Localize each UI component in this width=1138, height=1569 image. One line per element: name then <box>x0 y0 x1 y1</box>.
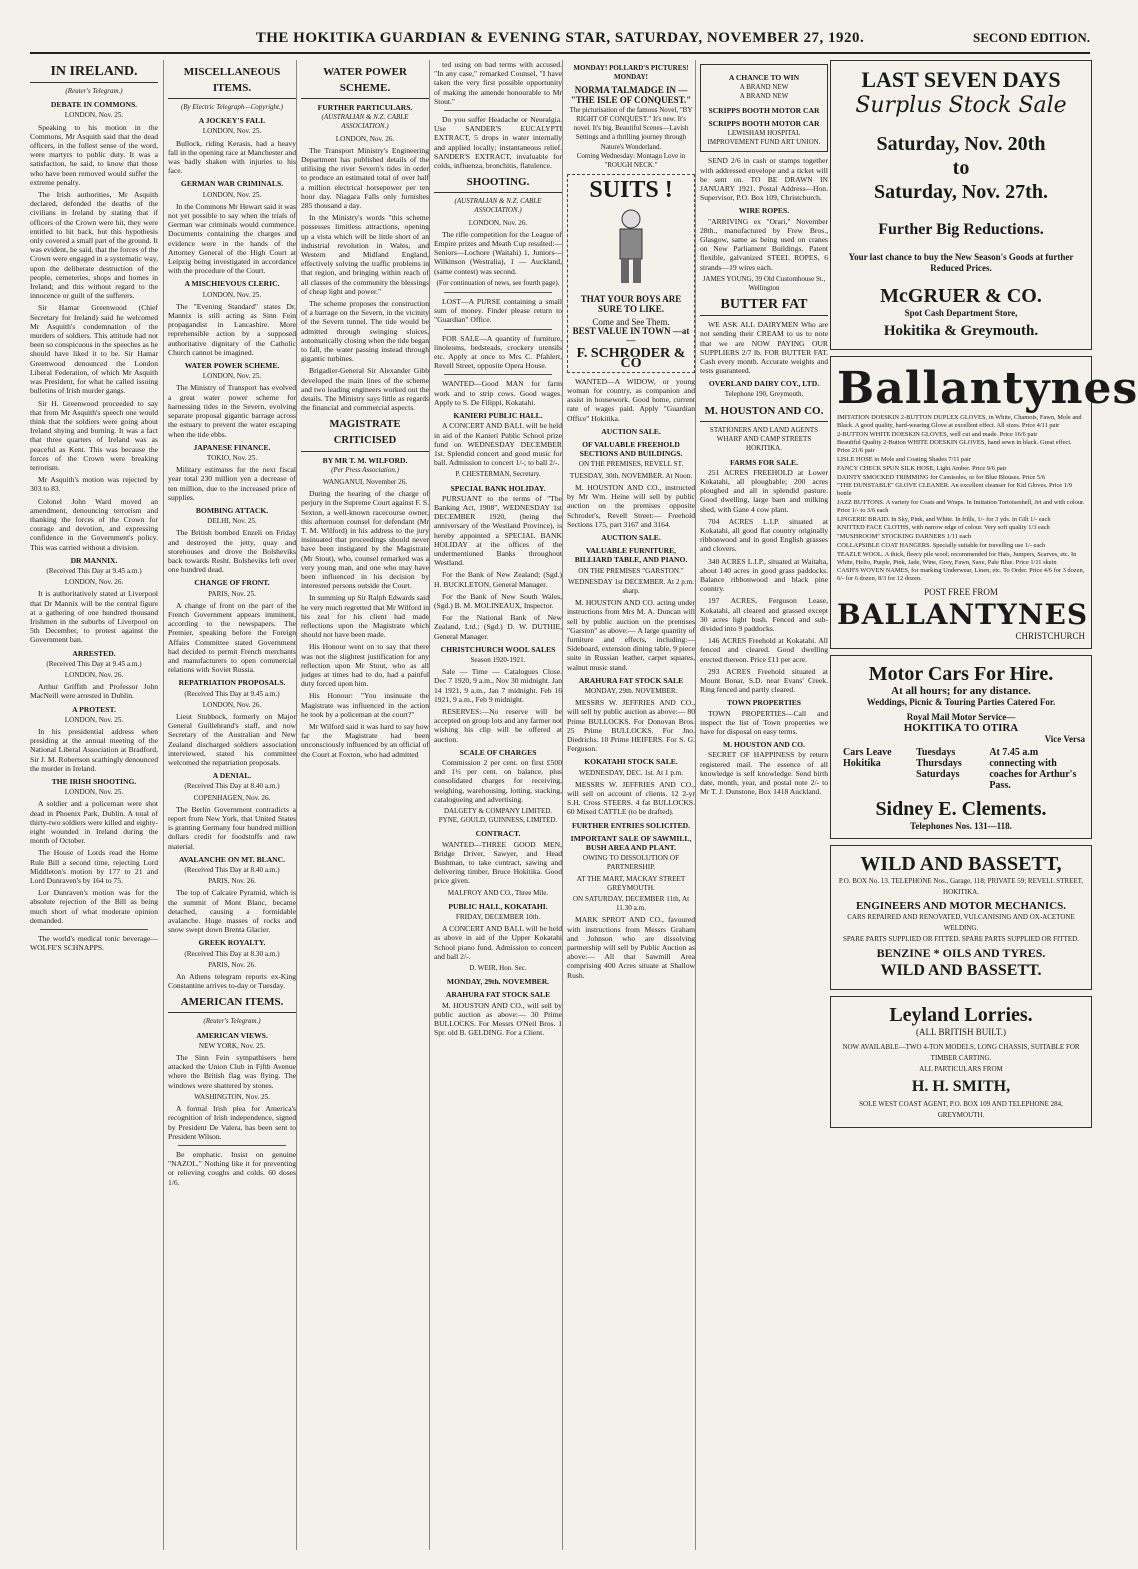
leyland-available: NOW AVAILABLE—TWO 4-TON MODELS, LONG CHASSIS, SUITABLE FOR TIMBER CARTING. <box>842 1042 1080 1062</box>
heading-houston: M. HOUSTON AND CO. <box>700 403 828 422</box>
received-line: (Received This Day at 8.40 a.m.) <box>184 782 280 791</box>
ballantynes-list-item: CASH'S WOVEN NAMES, for marking Underwear, Linen, etc. To Order. Price 4/6 for 3 dozen, 6/- for 6 dozen, 8/3 for 12 dozen. <box>837 567 1085 583</box>
divider <box>444 374 552 375</box>
paragraph: Commission 2 per cent. on first £500 and 1½ per cent. on balance, plus consolidated charges for receiving, weighing, warehousing, lotting, stacking, catalogueing and advertising. <box>434 758 562 804</box>
subheading: VALUABLE FURNITURE, BILLIARD TABLE, AND PIANO. <box>574 546 688 565</box>
subheading: OF VALUABLE FREEHOLD SECTIONS AND BUILDINGS. <box>579 440 683 459</box>
paragraph: M. HOUSTON AND CO., instructed by Mr Wm. Heine will sell by public auction on the premises opposite Schroder's, Revell Street:— Freehold Sections 175, part 3167 and 3164. <box>567 482 695 529</box>
ballantynes-list-item: FANCY CHECK SPUN SILK HOSE, Light Amber. Price 9/6 pair <box>837 464 1007 472</box>
farm-listing: 293 ACRES Freehold situated at Mount Bonar, S.D. near Evans' Creek. Ring fenced and partly cleared. <box>700 666 828 695</box>
heading-in-ireland: IN IRELAND. <box>30 64 158 83</box>
paragraph: In his presidential address when presiding at the annual meeting of the National Liberal Association at Bradford, Sir J. M. Robertson scathingly denounced the murder in Ireland. <box>30 727 158 773</box>
dateline: FRIDAY, DECEMBER 10th. <box>455 913 541 922</box>
ballantynes-logo: Ballantynes <box>837 363 1138 414</box>
subheading: A DENIAL. <box>212 771 252 781</box>
paragraph: His Honour: "You insinuate the Magistrate was influenced in the action he took by a policeman at the court?" <box>301 691 429 719</box>
dateline: LONDON, Nov. 25. <box>202 372 262 381</box>
credit: (AUSTRALIAN & N.Z. CABLE ASSOCIATION.) <box>321 113 409 131</box>
pictures-title: NORMA TALMADGE IN — "THE ISLE OF CONQUEST." <box>570 85 692 105</box>
ballantynes-list-item: COLLAPSIBLE COAT HANGERS. Specially suitable for travelling use 1/- each <box>837 541 1046 549</box>
pictures-coming: Coming Wednesday: Montagu Love in "ROUGH NECK." <box>576 151 686 170</box>
advert-wanted: WANTED—Good MAN for farm work and to strip cows. Good wages. Apply to S. De Filippi, Kokatahi. <box>434 379 562 407</box>
hokitika-greymouth: Hokitika & Greymouth. <box>883 323 1039 339</box>
car-line: A BRAND NEW <box>739 92 789 101</box>
suits-tagline: THAT YOUR BOYS ARE SURE TO LIKE. <box>580 294 682 314</box>
column-miscellaneous <box>163 60 296 1550</box>
timetable-time: At 7.45 a.m connecting with coaches for Arthur's Pass. <box>989 746 1077 791</box>
heading-american-items: AMERICAN ITEMS. <box>168 994 296 1013</box>
heading-miscellaneous: MISCELLANEOUS ITEMS. <box>168 64 296 99</box>
column-auctions <box>562 60 695 1550</box>
paragraph: "ARRIVING ex "Orari," November 28th., manufactured by Frew Bros., Glasgow, same as being used on cranes on New Parliament Buildings. Patent flexible, galvanized STEEL ROPES, 6 strands—19 wires each. <box>700 216 828 272</box>
ballantynes-list-item: KNITTED FACE CLOTHS, with narrow edge of colour. Very soft quality 1/3 each <box>837 524 1050 532</box>
subheading: PUBLIC HALL, KOKATAHI. <box>448 901 548 911</box>
paragraph: PURSUANT to the terms of "The Banking Act, 1908", WEDNESDAY 1st DECEMBER 1920, (being the anniversary of the Westland Province), is hereby appointed a SPECIAL BANK HOLIDAY at the offices of the undermentioned Banks throughout Westland. <box>434 493 562 568</box>
subheading: TOWN PROPERTIES <box>726 698 802 708</box>
paragraph: The top of Calcaire Pyramid, which is the summit of Mont Blanc, became detached, causing a formidable avalanche. Huge masses of rocks and snow swept down Brenta Glacier. <box>168 888 296 935</box>
subheading: REPATRIATION PROPOSALS. <box>178 678 286 688</box>
farm-listing: 197 ACRES, Ferguson Lease, Kokatahi, all cleared and grassed except 30 acres light bush. Fenced and sub-divided into 9 paddocks. <box>700 596 828 633</box>
wild-bassett-advert <box>830 845 1092 990</box>
farm-listing: 340 ACRES L.I.P., situated at Waitaha, about 140 acres in good grass paddocks. Balance ribbonwood and black pine country. <box>700 556 828 594</box>
ballantynes-list-item: "MUSHROOM" STOCKING DARNERS 1/11 each <box>837 533 972 541</box>
dateline: DELHI, Nov. 25. <box>207 517 257 526</box>
ballantynes-list-item: Beautiful Quality 2-Button WHITE DOESKIN GLOVES, hand sewn in black. Great effect. Price 21/6 pair <box>837 439 1072 455</box>
smith-contact: SOLE WEST COAST AGENT, P.O. BOX 109 AND TELEPHONE 284, GREYMOUTH. <box>859 1099 1063 1119</box>
dateline: LONDON, Nov. 26. <box>64 670 124 679</box>
masthead-title: THE HOKITIKA GUARDIAN & EVENING STAR, SATURDAY, NOVEMBER 27, 1920. <box>255 30 865 46</box>
subheading: BOMBING ATTACK. <box>195 505 269 515</box>
ballantynes-list-item: DAINTY SMOCKED TRIMMING for Camisoles, or for Blue Blouses. Price 5/6 <box>837 473 1046 481</box>
subheading: SCALE OF CHARGES <box>459 747 537 757</box>
subheading: DR MANNIX. <box>70 555 118 565</box>
schroder-suits-advert <box>567 174 695 373</box>
cars-repaired: CARS REPAIRED AND RENOVATED, VULCANISING AND OX-ACETONE WELDING. <box>847 912 1075 932</box>
ballantynes-list-item: JAZZ BUTTONS. A variety for Coats and Wraps. In Imitation Tortoiseshell, Jet and with colour. Price 1/- to 3/6 each <box>837 498 1085 514</box>
paragraph: RESERVES:—No reserve will be accepted on group lots and any farmer not wishing his clip will be offered at auction. <box>434 706 562 744</box>
ballantynes-list-item: 2-BUTTON WHITE DOESKIN GLOVES, well cut and made. Price 16/6 pair <box>837 430 1038 438</box>
credit: (AUSTRALIAN & N.Z. CABLE ASSOCIATION.) <box>454 197 542 215</box>
timetable-days: Tuesdays Thursdays Saturdays <box>916 746 962 780</box>
heading-water-power: WATER POWER SCHEME. <box>301 64 429 99</box>
suits-title: SUITS ! <box>589 177 673 204</box>
paragraph: The scheme proposes the construction of a barrage on the Severn, in the vicinity of the Severn tunnel. The tide would be admitted through swinging sluices, automatically closing when the tide began to fall, the water passing instead through gigantic turbines. <box>301 299 429 364</box>
address-line: WHARF AND CAMP STREETS HOKITIKA. <box>716 435 812 453</box>
dateline: COPENHAGEN, Nov. 26. <box>193 793 271 802</box>
signature: JAMES YOUNG, 39 Old Customhouse St., Wellington <box>702 274 826 293</box>
dateline: LONDON, Nov. 26. <box>468 218 528 227</box>
dateline: LONDON, Nov. 26. <box>64 578 124 587</box>
paragraph: In the Ministry's words "this scheme possesses limitless attractions, opening up a vista which will be little short of an industrial revolution in Wales, and Western and Midland England, effectively solving the traffic problems in that region, and bringing within reach of all classes of the community the blessings of cheap light and power." <box>301 213 429 296</box>
dateline: NEW YORK, Nov. 25. <box>198 1041 266 1050</box>
spot-cash: Spot Cash Department Store, <box>904 308 1018 318</box>
car-line: A BRAND NEW <box>739 83 789 92</box>
paragraph: The House of Lords read the Home Rule Bill a second time, rejecting Lord Middleton's motion by 177 to 21 and Lord Dunraven's by 164 to 75. <box>30 848 158 886</box>
subheading: ARAHURA FAT STOCK SALE <box>445 990 551 1000</box>
fund-line: LEWISHAM HOSPITAL IMPROVEMENT FUND ART UNION. <box>707 129 821 147</box>
paragraph: A soldier and a policeman were shot dead in Phoenix Park, Dublin. A total of thirty-two soldiers were killed and eighty-eight wounded in Ireland during the month of October. <box>30 799 159 846</box>
motor-cars-hire: Motor Cars For Hire. <box>868 662 1054 685</box>
paragraph: Sale — Time — Catalogues Close. Dec 7 1920, 9 a.m., Nov 30 midnight. Jan 14 1921, 9 a.m., Jan 7 midnight. Feb 16 1921, 9 a.m., Feb 9 midnight. <box>434 667 562 704</box>
paragraph: MESSRS W. JEFFRIES AND CO., will sell by public auction as above:— 80 Prime BULLOCKS. For Donovan Bros. 25 Prime BULLOCKS. For Jno. Diedrichs. 10 Prime HEIFERS. For S. G. Ferguson. <box>567 698 695 754</box>
ballantynes-advert <box>830 356 1138 649</box>
post-free: POST FREE FROM <box>924 586 998 597</box>
car-line: SCRIPPS BOOTH MOTOR CAR <box>708 118 820 128</box>
christchurch: CHRISTCHURCH <box>1015 630 1085 641</box>
paragraph: Military estimates for the next fiscal year total 230 million yen a decrease of ten million, due to the increased price of supplies. <box>168 465 296 502</box>
paragraph: During the hearing of the charge of perjury in the Supreme Court against F. S. Sexton, a well-known racecourse owner, this afternoon counsel for defendant (Mr T. M. Wilford) in his address to the jury insinuated that proceedings should never have been instigated by the Magistrate (Mr Stout), who, counsel remarked was a very young man, and one who may have been influenced in his decision by interested persons outside the Court. <box>301 489 429 591</box>
paragraph: TOWN PROPERTIES—Call and inspect the list of Town properties we have for disposal on easy terms. <box>700 708 828 736</box>
paragraph: The Berlin Government contradicts a report from New York, that United States is granting Germany four hundred million dollars credit for foodstuffs and raw material. <box>168 804 296 851</box>
subheading: OVERLAND DAIRY COY., LTD. <box>708 379 820 389</box>
paragraph: Lor Dunraven's motion was for the absolute rejection of the Bill as being much short of what moderate opinion demanded. <box>30 888 158 925</box>
paragraph: The Sinn Fein sympathisers here attacked the Union Club in Fifth Avenue where the British flag was flying. The windows were shattered by stones. <box>168 1053 296 1090</box>
signature: P. CHESTERMAN, Secretary. <box>455 470 541 479</box>
advert-for-sale: FOR SALE—A quantity of furniture, linoleums, bedsteads, crockery utensils etc. Apply at once to Mrs C. Pfahlert, Revell Street, opposite Opera House. <box>434 333 562 371</box>
dateline: LONDON, Nov. 25. <box>64 715 124 724</box>
paragraph: SECRET OF HAPPINESS by return registered mail. The essence of all knowledge is self knowledge. Send birth date, month, year, and postal note 2/- to Mr T. J. Dunstone, Box 1418 Auckland. <box>700 750 828 797</box>
ballantynes-list-item: LINGERIE BRAID. In Sky, Pink, and White. In frills, 1/- for 3 yds. in Gilt 1/- each <box>837 515 1051 523</box>
paragraph: Bullock, riding Kerasis, had a heavy fall in the opening race at Manchester and was badly shaken with injuries to his face. <box>168 138 296 176</box>
subheading: GREEK ROYALTY. <box>198 938 266 948</box>
heading-shooting: SHOOTING. <box>434 174 562 193</box>
received-line: (Received This Day at 8.40 a.m.) <box>184 866 280 875</box>
paragraph: Colonel John Ward moved an amendment, denouncing terrorism and thanking the forces of the Crown for courage and devotion, and expressing confidence in the Government's policy. This was carried without a division. <box>30 496 158 552</box>
venue-line: AT THE MART, MACKAY STREET GREYMOUTH. <box>576 874 686 892</box>
farm-listing: 146 ACRES Freehold at Kokatahi. All fenced and cleared. Good dwelling erected thereon. Price £11 per acre. <box>700 636 828 664</box>
dateline: TOKIO, Nov. 25. <box>206 453 258 462</box>
dateline: LONDON, Nov. 25. <box>202 127 262 136</box>
paragraph: An Athens telegram reports ex-King Constantine arrives to-day or Tuesday. <box>168 972 296 991</box>
last-chance: Your last chance to buy the New Season's Goods at further Reduced Prices. <box>848 252 1074 273</box>
heading-magistrate-criticised: MAGISTRATE CRITICISED <box>301 417 429 452</box>
subheading: JAPANESE FINANCE. <box>193 442 271 452</box>
signatures: DALGETY & COMPANY LIMITED. PYNE, GOULD, GUINNESS, LIMITED. <box>438 807 558 825</box>
dateline: MONDAY, 29th. NOVEMBER. <box>584 686 678 695</box>
subheading: WATER POWER SCHEME. <box>184 361 280 371</box>
paragraph: Speaking to his motion in the Commons, Mr Asquith said that the dead officers, in the fullest sense of the word, were martyrs to public duty. It was a satisfaction, he said, to know that those who have been removed would suffer the extreme penalty. <box>30 122 158 187</box>
paragraph: MARK SPROT AND CO., favoured with instructions from Messrs Graham and Johnson who are dissolving partnership will sell by Public Auction as above:— All that Sawmill Area comprising 400 Acres situate at Shallow Rush. <box>567 915 695 980</box>
ballantynes-list-item: TEAZLE WOOL. A thick, fleecy pile wool; recommended for Hats, Jumpers, Scarves, etc. In White, Helio, Purple, Pink, Jade, Wine, Grey, Fawn, Saxe, Pale Blue. Price 1/11 skein <box>837 550 1077 566</box>
timetable-cars: Cars Leave Hokitika <box>843 746 892 769</box>
subheading: GERMAN WAR CRIMINALS. <box>180 179 284 189</box>
car-line: SCRIPPS BOOTH MOTOR CAR <box>708 105 820 115</box>
edition-label: SECOND EDITION. <box>972 30 1090 45</box>
heading-butter-fat: BUTTER FAT <box>700 297 828 316</box>
dateline: LONDON, Nov. 25. <box>202 290 262 299</box>
clements-name: Sidney E. Clements. <box>875 797 1047 820</box>
dateline: ON SATURDAY, DECEMBER 11th, At 11.30 a.m. <box>572 895 690 913</box>
dateline: LONDON, Nov. 26. <box>202 700 262 709</box>
royal-mail: Royal Mail Motor Service— <box>906 711 1016 722</box>
credit: (Reuter's Telegram.) <box>65 87 123 95</box>
mcgruer-name: McGRUER & CO. <box>880 285 1042 307</box>
subheading: AUCTION SALE. <box>601 532 661 542</box>
leyland-advert <box>830 996 1092 1128</box>
motor-any-distance: At all hours; for any distance. <box>891 684 1031 697</box>
dateline: WANGANUI, November 26. <box>322 477 408 486</box>
column-notices <box>429 60 562 1550</box>
pictures-banner: MONDAY! POLLARD'S PICTURES! MONDAY! <box>573 64 689 82</box>
farm-listing: 251 ACRES FREEHOLD at Lower Kokatahi, all ploughable; 200 acres ploughed and all in splendid pasture. Good dwelling, large barn and milking shed, with Gane 4 cow plant. <box>700 467 828 514</box>
sale-to: to <box>952 157 970 179</box>
bank-signature: For the Bank of New South Wales, (Sgd.) B. M. MOLINEAUX, Inspector. <box>434 591 562 610</box>
paragraph: Mr Asquith's motion was rejected by 303 to 83. <box>30 475 158 494</box>
venue-line: ON THE PREMISES, REVELL ST. <box>578 460 684 469</box>
wild-bassett-name-2: WILD AND BASSETT. <box>880 961 1042 979</box>
advert-line: Be emphatic. Insist on genuine "NAZOL." Nothing like it for preventing or relieving coughs and colds. 60 doses 1/6. <box>168 1149 296 1187</box>
subheading: FARMS FOR SALE. <box>730 457 798 467</box>
paragraph: The Transport Ministry's Engineering Department has published details of the utilising the river Severn's tides in order to produce an estimated total of over half a million electrical horsepower per ten hour day. Niagara Falls only furnishes 285 thousand a day. <box>301 145 429 211</box>
subheading: THE IRISH SHOOTING. <box>51 777 137 787</box>
divider <box>40 929 148 930</box>
dateline: WASHINGTON, Nov. 25. <box>194 1092 270 1101</box>
right-advert-panel <box>830 60 1138 1550</box>
paragraph: Brigadier-General Sir Alexander Gibb developed the main lines of the scheme and two leading engineers worked out the details. The Ministry says little as regards the financial and commercial aspects. <box>301 366 429 413</box>
paragraph: Mr Wilford said it was hard to say how far the Magistrate had been unconsciously influenced by an official of the Court at Foxton, who had admitted <box>301 721 429 759</box>
continuation-note: (For continuation of news, see fourth page). <box>436 278 560 287</box>
paragraph: A change of front on the part of the French Government appears imminent, according to the newspapers. The Premier, speaking before the Foreign Affairs Committee stated Government had decided to permit French merchants and manufacturers to open commercial relations with Soviet Russia. <box>168 600 296 675</box>
subheading: WIRE ROPES. <box>738 206 790 216</box>
timetable <box>837 745 1085 793</box>
clements-phone: Telephones Nos. 131—118. <box>910 820 1012 831</box>
paragraph: The British bombed Enzeli on Friday and destroyed the jetty, quay and storehouses and drove the Bolsheviks back towards Resht. Bolsheviks left over one hundred dead. <box>168 528 296 575</box>
motor-weddings: Weddings, Picnic & Touring Parties Catered For. <box>866 696 1056 707</box>
advert-sanders: Do you suffer Headache or Neuralgia. Use SANDER'S EUCALYPTI EXTRACT, 5 drops in water internally and applied locally; instantaneous relief. SANDER'S EXTRACT, invaluable for colds, influenza, bronchitis, flatulence. <box>434 115 562 171</box>
boy-illustration-icon <box>606 207 656 287</box>
dateline: WEDNESDAY, DEC. 1st. At 1 p.m. <box>578 768 684 777</box>
divider <box>178 1145 286 1146</box>
subheading: CONTRACT. <box>475 829 521 839</box>
vice-versa: Vice Versa <box>1044 733 1085 744</box>
art-union-advert <box>700 64 828 152</box>
paragraph: M. HOUSTON AND CO. acting under instructions from Mrs M. A. Duncan will sell by public auction on the premises "Garston" as above:— A large quantity of furniture and effects, including:—Sideboard, extension dining table, 9 piece suite in Russian leather, carpet squares, walnut music stand. <box>567 598 695 672</box>
dateline: PARIS, Nov. 25. <box>208 589 256 598</box>
divider <box>444 329 552 330</box>
season-line: Season 1920-1921. <box>470 655 526 664</box>
subheading: DEBATE IN COMMONS. <box>50 100 138 110</box>
column-ireland <box>30 60 158 1550</box>
received-line: (Received This Day at 8.30 a.m.) <box>184 949 280 958</box>
ballantynes-list-item: IMITATION DOESKIN 2-BUTTON DUPLEX GLOVES, in White, Chamois, Fawn, Mole and Black. A good quality, hard-wearing Glove at excellent effect. All sizes. Price 4/11 pair <box>837 414 1082 429</box>
further-reductions: Further Big Reductions. <box>878 221 1044 238</box>
subheading: A PROTEST. <box>72 704 116 714</box>
mcgruer-advert <box>830 60 1092 350</box>
suits-come: Come and See Them. <box>592 316 670 327</box>
telephone-line: Telephone 190, Greymouth. <box>724 389 804 398</box>
paragraph: M. HOUSTON AND CO., will sell by public auction as above:— 30 Prime BULLOCKS. For Messrs O'Neil Bros. 1 Spr. old B. GELDING. For a Client. <box>434 1000 562 1038</box>
paragraph: WANTED—THREE GOOD MEN, Bridge Driver, Sawyer, and Head Bushman, to take contract, sawing and delivering timber, Bruce Hokitika. Good price given. <box>434 839 562 886</box>
divider <box>444 292 552 293</box>
column-land-agents <box>695 60 828 1550</box>
paragraph: In summing up Sir Ralph Edwards said he very much regretted that Mr Wilford in his zeal for his client had made reflections upon the Magistrate which should not have been made. <box>301 593 429 640</box>
divider <box>444 110 552 111</box>
dateline: LONDON, Nov. 26. <box>335 134 395 143</box>
credit: (Reuter's Telegram.) <box>203 1017 261 1026</box>
advert-wanted-widow: WANTED—A WIDOW, or young woman for country, as companion and assist in housework. Good home, current rate of wages paid. Apply "Guardian Office" Hokitika. <box>567 376 695 423</box>
subheading: KOKATAHI STOCK SALE. <box>584 757 678 767</box>
credit: (By Electric Telegraph—Copyright.) <box>180 103 284 111</box>
credit: (Per Press Association.) <box>331 465 399 474</box>
subheading: AUCTION SALE. <box>601 426 661 436</box>
benzine: BENZINE * OILS AND TYRES. <box>876 945 1046 960</box>
dateline: TUESDAY, 30th. NOVEMBER. At Noon. <box>569 471 693 480</box>
paragraph: Lieut Stubbock, formerly on Major General Guillebrand's staff, and now Secretary of the Australian and New Zealand discharged soldiers association interviewed, stated his committee welcomed the repatriation proposals. <box>168 711 296 767</box>
venue-line: ON THE PREMISES "GARSTON." <box>578 566 684 575</box>
sale-end: Saturday, Nov. 27th. <box>874 181 1048 203</box>
subheading: A JOCKEY'S FALL <box>198 116 266 126</box>
paragraph: The "Evening Standard" states Dr. Mannix is still acting as Sinn Fein propagandist in Lancashire. More reprehensible action by a supposed authoritative dignitary of the Catholic Church cannot be imagined. <box>168 301 296 357</box>
wild-bassett-contact: P.O. BOX No. 13. TELEPHONE Nos., Garage, 118; PRIVATE 59; REVELL STREET, HOKITIKA. <box>838 876 1084 896</box>
leyland-title: Leyland Lorries. <box>889 1003 1033 1026</box>
dateline: WEDNESDAY 1st DECEMBER. At 2 p.m. sharp. <box>567 577 695 595</box>
chance-title: A CHANCE TO WIN <box>728 73 800 82</box>
subheading: FURTHER PARTICULARS. <box>317 103 413 112</box>
motor-hire-advert <box>830 655 1092 839</box>
subheading: MONDAY, 29th. NOVEMBER. <box>446 977 550 987</box>
engineers: ENGINEERS AND MOTOR MECHANICS. <box>855 899 1067 912</box>
byline: BY MR T. M. WILFORD. <box>322 455 408 465</box>
received-line: (Received This Day at 9.45 a.m.) <box>46 566 142 575</box>
ballantynes-list-item: "THE DUNSTABLE" GLOVE CLEANER. An excellent cleanser for Kid Gloves. Price 1/9 bottle <box>837 482 1072 498</box>
received-line: (Received This Day at 9.45 a.m.) <box>184 689 280 698</box>
paragraph: A formal Irish plea for America's recognition of Irish independence, signed by President De Valera, has been sent to President Wilson. <box>168 1104 296 1141</box>
dateline: PARIS, Nov. 26. <box>208 960 256 969</box>
advert-lost-purse: LOST—A PURSE containing a small sum of money. Finder please return to "Guardian" Office. <box>434 297 562 325</box>
venue-line: OWING TO DISSOLUTION OF PARTNERSHIP. <box>582 854 680 872</box>
subheading: AVALANCHE ON MT. BLANC. <box>178 854 286 864</box>
sale-start: Saturday, Nov. 20th <box>876 133 1046 155</box>
agents-line: STATIONERS AND LAND AGENTS <box>709 425 819 434</box>
subheading: ARAHURA FAT STOCK SALE <box>578 675 684 685</box>
subheading: CHRISTCHURCH WOOL SALES <box>440 644 556 654</box>
paragraph: The rifle competition for the League of Empire prizes and Meath Cup resulted:—Seniors—Lochore (Waitahi) 1, Juniors—Wilkinson (Westralia), 1 — Auckland, (same contest) was second. <box>434 229 562 276</box>
paragraph: Sir Hamar Greenwood (Chief Secretary for Ireland) said he welcomed Mr Asquith's condemnation of the murders of soldiers. This attitude had not been so conspicuous in the speeches as he should have liked it to be. Sir Hamar Greenwood denounced the London Liberal Federation, of which Mr Asquith was President, for what he called issuing bulletins of Irish murder gangs. <box>30 303 158 396</box>
bank-signature: For the Bank of New Zealand; (Sgd.) H. BUCKLETON, General Manager. <box>434 570 562 589</box>
signature: MALFROY AND CO., Three Mile. <box>447 888 549 897</box>
column-water-power <box>296 60 429 1550</box>
last-seven-days: LAST SEVEN DAYS <box>861 67 1061 92</box>
subheading: FURTHER ENTRIES SOLICITED. <box>571 820 691 830</box>
paragraph: A CONCERT AND BALL will be held as above in aid of the Upper Kokatahi School piano fund. Admission to concert and ball 2/-. <box>434 924 562 961</box>
dateline: LONDON, Nov. 25. <box>202 190 262 199</box>
paragraph: MESSRS W. JEFFRIES AND CO., will sell on account of clients. 12 2-yr S.H. Cross STEERS. 4 fat BULLOCKS. 60 Mixed CATTLE (to be drafted). <box>567 779 695 817</box>
subheading: IMPORTANT SALE OF SAWMILL, BUSH AREA AND PLANT. <box>570 833 692 852</box>
paragraph: His Honour went on to say that there was not the slightest justification for any reflection upon Mr Stout, who as all judges at times had to do, had a painful duty forced upon him. <box>301 642 429 689</box>
smith-name: H. H. SMITH, <box>911 1077 1011 1095</box>
surplus-stock-sale: Surplus Stock Sale <box>855 93 1067 118</box>
paragraph: It is authoritatively stated at Liverpool that Dr Mannix will be the central figure at a gathering of one hundred thousand Irishmen in the suburbs of Liverpool on 5th December, to protest against the Government ban. <box>30 589 158 645</box>
subheading: M. HOUSTON AND CO. <box>723 740 805 750</box>
signature: D. WEIR, Hon. Sec. <box>469 964 527 973</box>
paragraph: The Ministry of Transport has evolved a great water power scheme for harnessing tides in the Severn, evolving separate proposal gigantic barrage across the estuary to prevent the water escaping when the tide ebbs. <box>168 383 296 439</box>
suits-value: BEST VALUE IN TOWN —at— <box>572 326 690 346</box>
ballantynes-wordmark: BALLANTYNES <box>837 597 1089 631</box>
paragraph: Sir H. Greenwood proceeded to say that from Mr Asquith's speech one would think that the soldiers were going about Ireland shying and burning. It was a fact that three quarters of Ireland was as peaceful as Kent. This was because the forces of the Crown were breaking terrorism. <box>30 398 158 472</box>
masthead <box>30 30 1090 54</box>
spare-parts: SPARE PARTS SUPPLIED OR FITTED. SPARE PARTS SUPPLIED OR FITTED. <box>843 934 1079 943</box>
wild-bassett-name: WILD AND BASSETT, <box>860 852 1062 875</box>
subheading: ARRESTED. <box>72 648 116 658</box>
ballantynes-list-item: LISLE HOSE in Mole and Coating Shades 7/11 pair <box>837 455 971 463</box>
subheading: SPECIAL BANK HOLIDAY. <box>450 483 546 493</box>
ballantynes-list <box>837 414 1085 583</box>
subheading: A MISCHIEVOUS CLERIC. <box>184 279 280 289</box>
paragraph: A CONCERT AND BALL will be held in aid of the Kanieri Public School prize fund on WEDNESDAY DECEMBER 1st. Splendid concert and good music for ball. Admission to concert 1/-; to ball 2/-. <box>434 421 562 468</box>
leyland-particulars: ALL PARTICULARS FROM <box>919 1064 1003 1073</box>
paragraph: Arthur Griffith and Professor John MacNeill were arrested in Dublin. <box>30 682 158 701</box>
schroder-name: F. SCHRODER & CO <box>576 346 686 371</box>
dateline: PARIS, Nov. 26. <box>208 877 256 886</box>
route: HOKITIKA TO OTIRA <box>903 721 1019 734</box>
paragraph: SEND 2/6 in cash or stamps together with addressed envelope and a ticket will be sent on. TO BE DRAWN IN JANUARY 1921. Postal Address—Hon. Supervisor, P.O. Box 109, Christchurch. <box>700 156 828 203</box>
paragraph: WE ASK ALL DAIRYMEN Who are not sending their CREAM to us to note that we are NOW PAYING OUR SUPPLIERS 2/7 lb. FOR BUTTER FAT. Cash every month. Accurate weights and tests guaranteed. <box>700 320 828 376</box>
received-line: (Received This Day at 9.45 a.m.) <box>46 659 142 668</box>
farm-listing: 704 ACRES L.I.P. situated at Kokatahi, all good flat country originally ribbonwood and in good English grasses and clovers. <box>700 516 828 554</box>
advert-line: The world's medical tonic beverage—WOLFE'S SCHNAPPS. <box>30 934 158 953</box>
bank-signature: For the National Bank of New Zealand, Ltd.; (Sgd.) D. W. DUTHIE, General Manager. <box>434 613 562 641</box>
dateline: LONDON, Nov. 25. <box>64 111 124 120</box>
subheading: KANIERI PUBLIC HALL. <box>453 411 543 421</box>
paragraph: In the Commons Mr Hewart said it was not yet possible to say when the trials of German war criminals would commence. Documents containing the charges and evidence were in the hands of the Attorney General of the High Court at Leipzig being investigated in accordance with the procedure of the Court. <box>168 201 297 276</box>
subheading: CHANGE OF FRONT. <box>194 578 270 588</box>
paragraph: The Irish authorities, Mr Asquith declared, defended the deaths of the civilians in Ireland by stating that if officers of the Crown were hit, they were entitled to hit back, but this hypothesis only covered a small part of the ground. It was evident, he said, that the forces of the Crown were engaged in a systematic way, upon the deliberate destruction of the people, cemeteries, shops and homes in Ireland; and this without regard to the innocence or guilt of the sufferers. <box>30 190 158 301</box>
leyland-british: (ALL BRITISH BUILT.) <box>916 1026 1006 1037</box>
dateline: LONDON, Nov. 25. <box>64 788 124 797</box>
pictures-desc: The picturisation of the famous Novel, "BY RIGHT OF CONQUEST." It's new. It's novel. It's big. Beautiful Scenes—Lavish Settings and a thrilling journey through Nature's Wonderland. <box>569 105 693 151</box>
subheading: AMERICAN VIEWS. <box>196 1030 268 1040</box>
paragraph: ted using on bad terms with accused. "In any case," remarked Counsel, "I have taken the very first possible opportunity of making the amende honourable to Mr Stout." <box>434 60 562 106</box>
